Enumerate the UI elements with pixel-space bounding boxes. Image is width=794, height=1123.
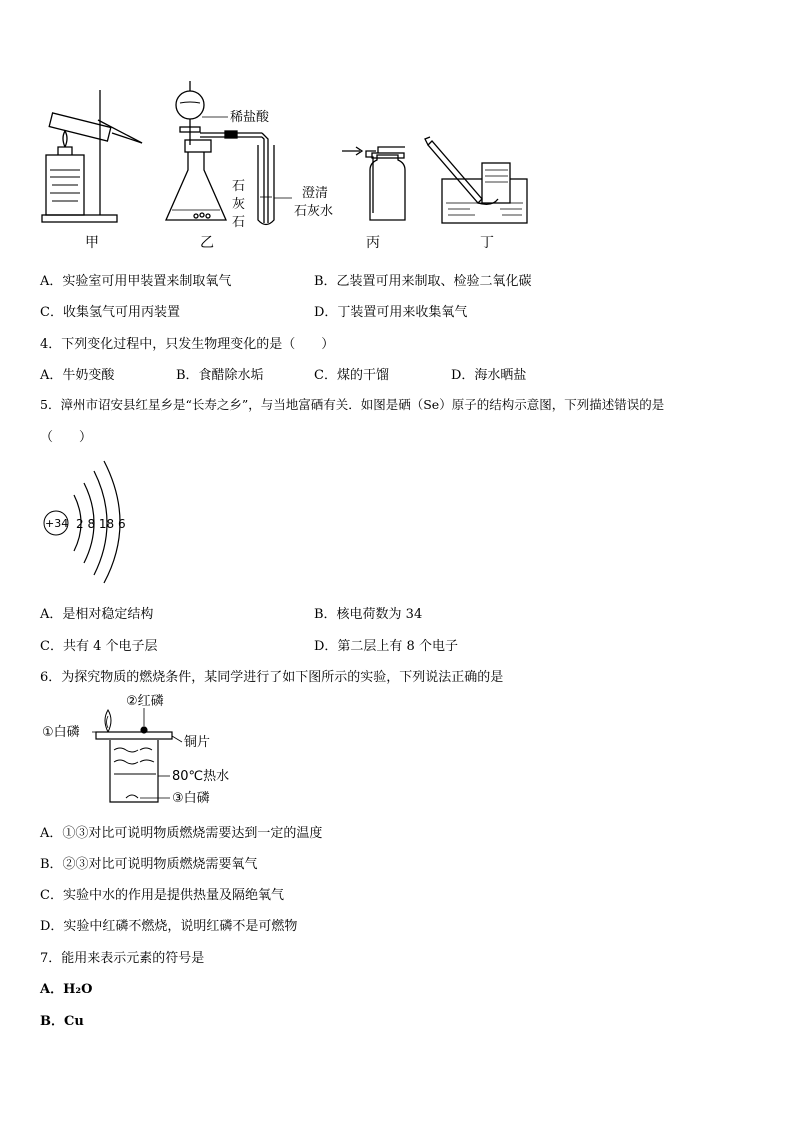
q6-option-a: A．①③对比可说明物质燃烧需要达到一定的温度 <box>40 826 323 841</box>
q4-option-d: D．海水晒盐 <box>451 368 527 383</box>
label-ding: 丁 <box>480 235 494 251</box>
q4-option-b: B．食醋除水垢 <box>176 368 264 383</box>
q3-option-b: B．乙装置可用来制取、检验二氧化碳 <box>314 274 532 289</box>
q3-option-d: D．丁装置可用来收集氧气 <box>314 305 468 320</box>
combustion-experiment-figure <box>40 692 280 810</box>
q7-option-a: A．H₂O <box>40 982 93 997</box>
apparatus-yi <box>166 81 292 225</box>
q7-option-b: B．Cu <box>40 1014 84 1029</box>
label-stone-2: 灰 <box>232 197 246 212</box>
q6-stem: 6．为探究物质的燃烧条件，某同学进行了如下图所示的实验，下列说法正确的是 <box>40 670 504 685</box>
apparatus-jia <box>42 90 142 222</box>
q5-stem-line1: 5．漳州市诏安县红星乡是“长寿之乡”，与当地富硒有关．如图是硒（Se）原子的结构示意图，下列描述错误的是 <box>40 397 665 412</box>
label-limewater-2: 石灰水 <box>294 204 334 219</box>
q5-option-d: D．第二层上有 8 个电子 <box>314 639 458 654</box>
q5-option-a: A．是相对稳定结构 <box>40 607 154 622</box>
selenium-atom-diagram <box>40 455 140 585</box>
label-limewater-1: 澄清 <box>302 186 329 201</box>
q3-option-c: C．收集氢气可用丙装置 <box>40 305 180 320</box>
label-stone-3: 石 <box>232 215 246 230</box>
label-bing: 丙 <box>366 235 380 251</box>
q6-option-b: B．②③对比可说明物质燃烧需要氧气 <box>40 857 258 872</box>
apparatus-ding <box>425 137 527 223</box>
q7-stem: 7．能用来表示元素的符号是 <box>40 951 205 966</box>
label-white-phosphorus-1: ①白磷 <box>42 725 80 740</box>
label-yi: 乙 <box>200 235 214 251</box>
label-copper-plate: 铜片 <box>184 735 211 750</box>
q3-option-a: A．实验室可用甲装置来制取氧气 <box>40 274 232 289</box>
label-acid: 稀盐酸 <box>230 110 270 125</box>
label-red-phosphorus: ②红磷 <box>126 694 164 709</box>
q4-option-a: A．牛奶变酸 <box>40 368 115 383</box>
electron-shells: 2 8 18 6 <box>76 517 126 531</box>
apparatus-bing <box>342 147 405 220</box>
label-hot-water: 80℃热水 <box>172 769 230 784</box>
label-jia: 甲 <box>85 235 99 251</box>
q4-stem: 4．下列变化过程中，只发生物理变化的是（ ） <box>40 337 335 352</box>
nucleus-charge: +34 <box>45 517 69 530</box>
label-stone-1: 石 <box>232 179 246 194</box>
q5-stem-line2: （ ） <box>40 430 93 445</box>
q6-option-d: D．实验中红磷不燃烧，说明红磷不是可燃物 <box>40 919 298 934</box>
apparatus-figure <box>30 75 550 260</box>
q5-option-c: C．共有 4 个电子层 <box>40 639 158 654</box>
label-white-phosphorus-3: ③白磷 <box>172 791 210 806</box>
q4-option-c: C．煤的干馏 <box>314 368 389 383</box>
q6-option-c: C．实验中水的作用是提供热量及隔绝氧气 <box>40 888 284 903</box>
q5-option-b: B．核电荷数为 34 <box>314 607 423 622</box>
